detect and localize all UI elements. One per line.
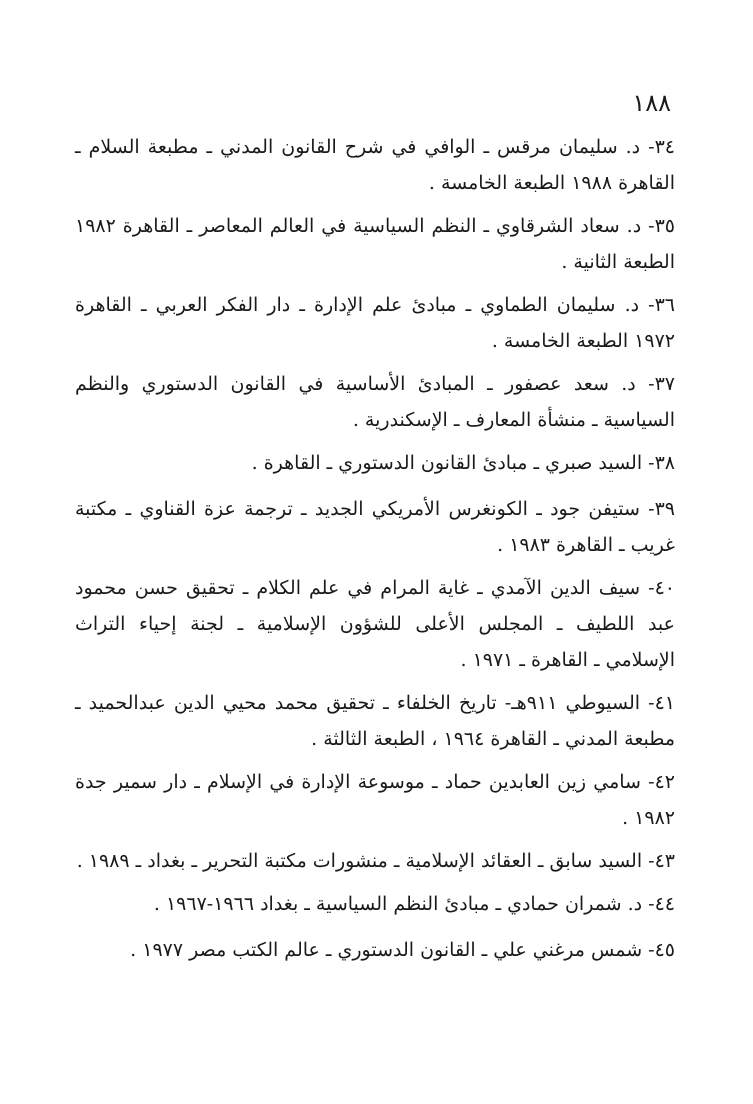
bibliography-entry: ٤١- السيوطي ٩١١هـ- تاريخ الخلفاء ـ تحقيق محمد محيي الدين عبدالحميد ـ مطبعة المدني ـ القاهرة ١٩٦٤ ، الطبعة الثالثة . xyxy=(75,692,675,750)
bibliography-entry: ٣٧- د. سعد عصفور ـ المبادئ الأساسية في القانون الدستوري والنظم السياسية ـ منشأة المعارف ـ الإسكندرية . xyxy=(75,373,675,431)
bibliography-entry: ٣٨- السيد صبري ـ مبادئ القانون الدستوري ـ القاهرة . xyxy=(251,452,675,474)
bibliography-entry: ٤٢- سامي زين العابدين حماد ـ موسوعة الإدارة في الإسلام ـ دار سمير جدة ١٩٨٢ . xyxy=(75,771,675,829)
bibliography-entry: ٣٥- د. سعاد الشرقاوي ـ النظم السياسية في العالم المعاصر ـ القاهرة ١٩٨٢ الطبعة الثانية . xyxy=(75,215,675,273)
bibliography-entry: ٣٩- ستيفن جود ـ الكونغرس الأمريكي الجديد ـ ترجمة عزة القناوي ـ مكتبة غريب ـ القاهرة ١٩٨٣ . xyxy=(75,498,675,556)
bibliography-entry: ٤٤- د. شمران حمادي ـ مبادئ النظم السياسية ـ بغداد ١٩٦٦-١٩٦٧ . xyxy=(153,893,675,915)
bibliography-list xyxy=(75,129,675,978)
bibliography-entry: ٣٤- د. سليمان مرقس ـ الوافي في شرح القانون المدني ـ مطبعة السلام ـ القاهرة ١٩٨٨ الطبعة الخامسة . xyxy=(75,136,675,194)
bibliography-entry: ٣٦- د. سليمان الطماوي ـ مبادئ علم الإدارة ـ دار الفكر العربي ـ القاهرة ١٩٧٢ الطبعة الخامسة . xyxy=(75,294,675,352)
bibliography-entry: ٤٥- شمس مرغني علي ـ القانون الدستوري ـ عالم الكتب مصر ١٩٧٧ . xyxy=(130,939,675,961)
bibliography-entry: ٤٣- السيد سابق ـ العقائد الإسلامية ـ منشورات مكتبة التحرير ـ بغداد ـ ١٩٨٩ . xyxy=(76,850,675,872)
bibliography-entry: ٤٠- سيف الدين الآمدي ـ غاية المرام في علم الكلام ـ تحقيق حسن محمود عبد اللطيف ـ المجلس الأعلى للشؤون الإسلامية ـ لجنة إحياء التراث الإسلامي ـ القاهرة ـ ١٩٧١ . xyxy=(75,577,675,671)
page-number: ١٨٨ xyxy=(632,89,671,117)
